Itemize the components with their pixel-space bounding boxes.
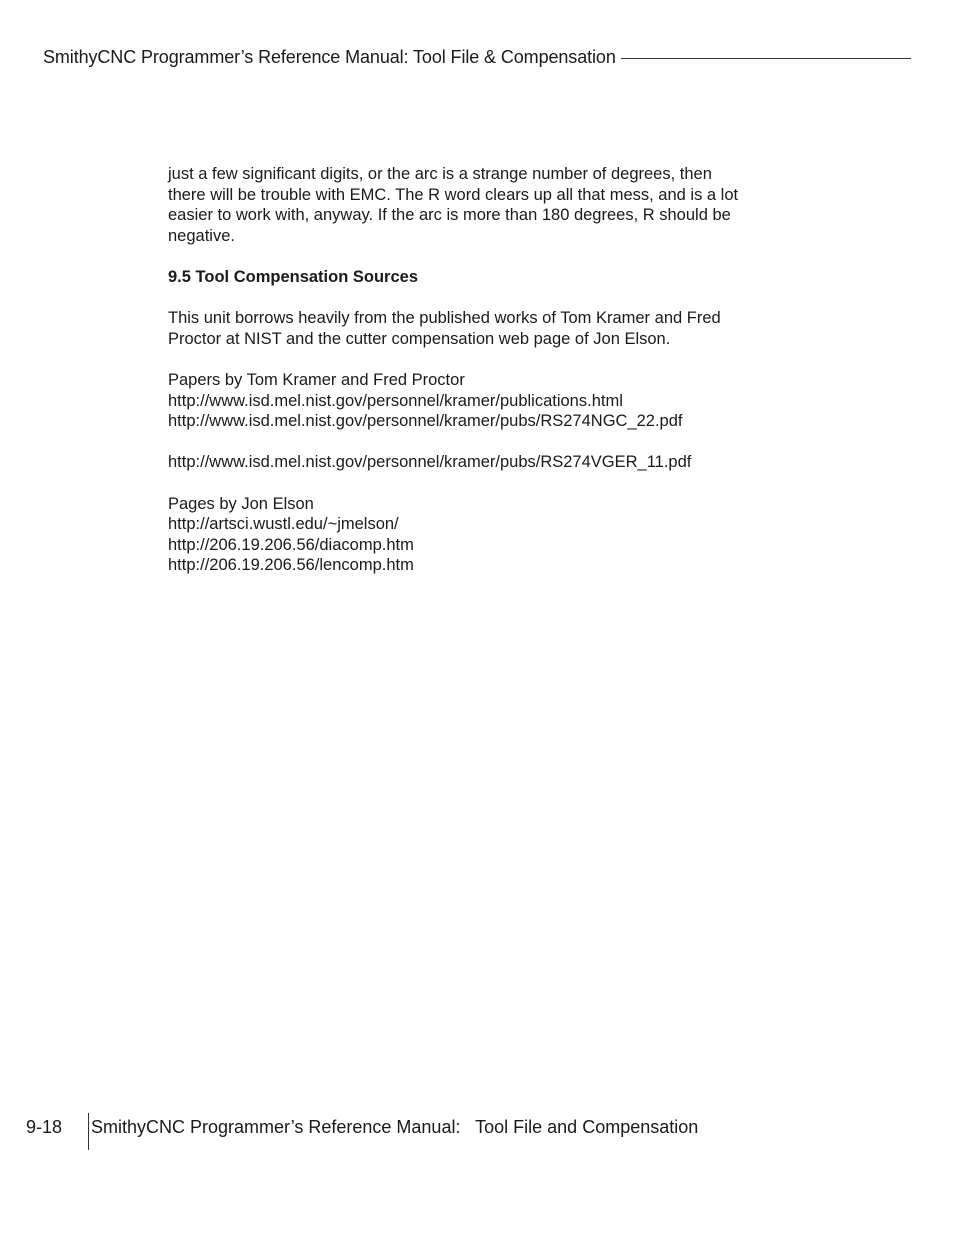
reference-link[interactable]: http://www.isd.mel.nist.gov/personnel/kramer/pubs/RS274VGER_11.pdf	[168, 453, 692, 472]
pages-label: Pages by Jon Elson	[168, 494, 314, 513]
section-heading: 9.5 Tool Compensation Sources	[168, 267, 418, 286]
text-line: just a few significant digits, or the arc is a strange number of degrees, then	[168, 165, 712, 183]
text-line: negative.	[168, 226, 235, 245]
header-title: SmithyCNC Programmer’s Reference Manual: Tool File & Compensation	[43, 46, 616, 67]
page-number: 9-18	[26, 1117, 63, 1137]
reference-link[interactable]: http://www.isd.mel.nist.gov/personnel/kramer/pubs/RS274NGC_22.pdf	[168, 412, 683, 431]
reference-link[interactable]: http://206.19.206.56/diacomp.htm	[168, 535, 414, 554]
papers-extra-block	[168, 452, 788, 473]
text-line: Proctor at NIST and the cutter compensation web page of Jon Elson.	[168, 329, 671, 348]
text-line: This unit borrows heavily from the published works of Tom Kramer and Fred	[168, 309, 721, 328]
papers-label: Papers by Tom Kramer and Fred Proctor	[168, 370, 465, 389]
reference-link[interactable]: http://www.isd.mel.nist.gov/personnel/kramer/publications.html	[168, 391, 623, 410]
section-paragraph	[168, 308, 788, 349]
header-rule	[621, 58, 911, 59]
page-content	[168, 164, 788, 596]
running-header	[43, 44, 911, 70]
text-line: easier to work with, anyway. If the arc is more than 180 degrees, R should be	[168, 206, 731, 225]
intro-paragraph	[168, 164, 788, 246]
footer-title: SmithyCNC Programmer’s Reference Manual: Tool File and Compensation	[91, 1117, 699, 1137]
papers-block	[168, 370, 788, 432]
reference-link[interactable]: http://artsci.wustl.edu/~jmelson/	[168, 515, 399, 534]
pages-block	[168, 494, 788, 576]
reference-link[interactable]: http://206.19.206.56/lencomp.htm	[168, 556, 414, 575]
footer-divider	[88, 1113, 89, 1150]
text-line: there will be trouble with EMC. The R word clears up all that mess, and is a lot	[168, 185, 739, 204]
